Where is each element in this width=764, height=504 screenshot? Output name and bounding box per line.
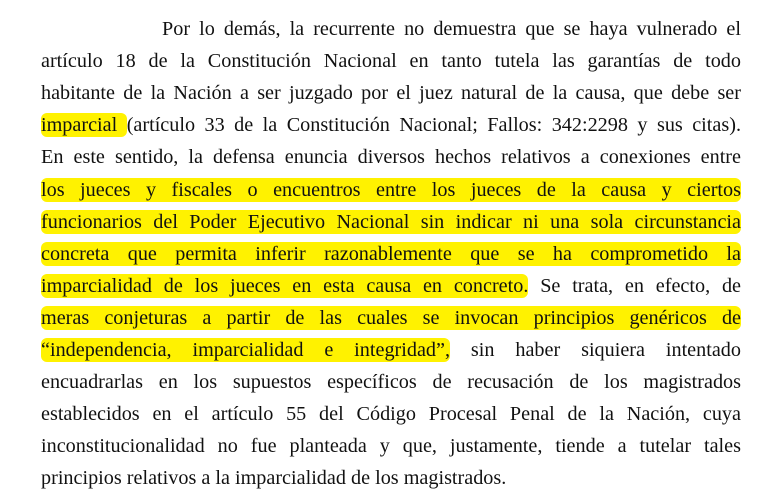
text-segment: encuadrarlas en los supuestos específicos de recusación de los magistrados [41, 371, 741, 394]
text-line [41, 77, 741, 109]
text-line [41, 206, 741, 238]
text-line [41, 302, 741, 334]
text-line [41, 270, 741, 302]
text-line [162, 13, 741, 45]
text-segment: inconstitucionalidad no fue planteada y que, justamente, tiende a tutelar tales [41, 435, 741, 458]
text-line [41, 398, 741, 430]
highlighted-text: funcionarios del Poder Ejecutivo Nacional sin indicar ni una sola circunstancia [41, 210, 741, 233]
text-line [41, 366, 741, 398]
text-line [41, 238, 741, 270]
text-line [41, 430, 741, 462]
text-line [41, 109, 741, 141]
text-segment: Se trata, en efecto, de [528, 274, 741, 297]
text-line [41, 174, 741, 206]
text-line [41, 141, 741, 173]
highlighted-text: imparcialidad de los jueces en esta causa en concreto. [41, 274, 529, 297]
highlighted-text: meras conjeturas a partir de las cuales se invocan principios genéricos de [41, 306, 741, 329]
highlighted-text: “independencia, imparcialidad e integridad”, [41, 339, 451, 361]
text-line [41, 462, 741, 494]
text-line [41, 334, 741, 366]
highlighted-text: imparcial [41, 114, 127, 137]
highlighted-text: concreta que permita inferir razonablemente que se ha comprometido la [41, 242, 741, 265]
text-line [41, 45, 741, 77]
text-segment: En este sentido, la defensa enuncia diversos hechos relativos a conexiones entre [41, 146, 741, 169]
text-segment: habitante de la Nación a ser juzgado por el juez natural de la causa, que debe ser [41, 82, 741, 105]
text-segment: Por lo demás, la recurrente no demuestra que se haya vulnerado el [162, 18, 741, 40]
text-segment: sin haber siquiera intentado [450, 339, 741, 361]
text-segment: artículo 18 de la Constitución Nacional en tanto tutela las garantías de todo [41, 50, 741, 73]
highlighted-text: los jueces y fiscales o encuentros entre los jueces de la causa y ciertos [41, 178, 741, 201]
text-segment: principios relativos a la imparcialidad de los magistrados. [41, 467, 507, 490]
text-segment: (artículo 33 de la Constitución Nacional; Fallos: 342:2298 y sus citas). [126, 114, 741, 137]
text-segment: establecidos en el artículo 55 del Código Procesal Penal de la Nación, cuya [41, 403, 741, 426]
